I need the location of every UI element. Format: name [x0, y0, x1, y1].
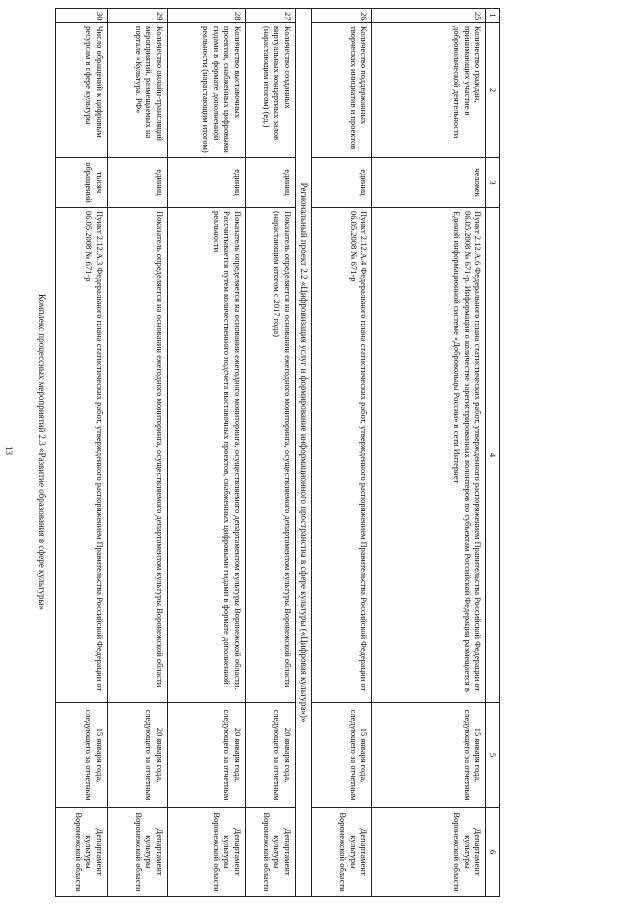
- table-row: [246, 9, 296, 897]
- unit: человек: [372, 158, 486, 208]
- section-row: [296, 9, 312, 897]
- header-col-5: 5: [486, 703, 500, 808]
- row-number: 30: [56, 9, 108, 23]
- deadline: 15 января года, следующего за отчетным: [312, 703, 372, 808]
- row-number: 25: [372, 9, 486, 23]
- table-row: [312, 9, 372, 897]
- indicator-name: Количество выставочных проектов, снабженных цифровыми гидами в формате дополненной реальности (нарастающим итогом): [168, 23, 246, 158]
- table-header-row: [486, 9, 500, 897]
- unit: единиц: [246, 158, 296, 208]
- table-row: [108, 9, 168, 897]
- unit: тысяч обращений: [56, 158, 108, 208]
- table-row: [372, 9, 486, 897]
- header-col-6: 6: [486, 808, 500, 897]
- header-col-2: 2: [486, 23, 500, 158]
- row-number: 29: [108, 9, 168, 23]
- header-col-1: 1: [486, 9, 500, 23]
- responsible: Департамент культуры Воронежской области: [108, 808, 168, 897]
- rotated-page-content: [37, 8, 500, 896]
- table-row: [168, 9, 246, 897]
- header-col-4: 4: [486, 208, 500, 703]
- indicators-table: [55, 8, 500, 897]
- indicator-name: Число обращений к цифровым ресурсам в сфере культуры: [56, 23, 108, 158]
- responsible: Департамент культуры Воронежской области: [56, 808, 108, 897]
- calculation-method: Пункт 2.12.А.6 Федерального плана статистических работ, утвержденного распоряжением Правительства Российской Федерации от 06.05.2008 № 671-р. Информация о количестве зарегистрированных волонтеров по субъектам Российской Федерации размещается в Единой информационной системе «Добровольцы России» в сети Интернет: [372, 208, 486, 703]
- deadline: 15 января года, следующего за отчетным: [56, 703, 108, 808]
- calculation-method: Показатель определяется на основании ежегодного мониторинга, осуществляемого департаментом культуры Воронежской области. Рассчитывается путем количественного подсчета выставочных проектов, снабженных цифровыми гидами в формате дополненной реальности: [168, 208, 246, 703]
- calculation-method: Показатель определяется на основании ежегодного мониторинга, осуществляемого департаментом культуры Воронежской области: [108, 208, 168, 703]
- responsible: Департамент культуры Воронежской области: [372, 808, 486, 897]
- unit: единиц: [168, 158, 246, 208]
- responsible: Департамент культуры Воронежской области: [312, 808, 372, 897]
- calculation-method: Пункт 2.12.А.4 Федерального плана статистических работ, утвержденного распоряжением Правительства Российской Федерации от 06.05.2008 № 671-р: [312, 208, 372, 703]
- calculation-method: Показатель определяется на основании ежегодного мониторинга, осуществляемого департаментом культуры Воронежской области (нарастающим итогом с 2017 года): [246, 208, 296, 703]
- deadline: 20 января года, следующего за отчетным: [108, 703, 168, 808]
- row-number: 28: [168, 9, 246, 23]
- row-number: 26: [312, 9, 372, 23]
- responsible: Департамент культуры Воронежской области: [246, 808, 296, 897]
- section-title: Региональный проект 2.2 «Цифровизация услуг и формирование информационного пространства в сфере культуры («Цифровая культура»)»: [296, 9, 312, 897]
- deadline: 20 января года, следующего за отчетным: [168, 703, 246, 808]
- next-section-title: Комплекс процессных мероприятий 2.3 «Развитие образования в сфере культуры»: [37, 294, 48, 610]
- calculation-method: Пункт 2.12.А.3 Федерального плана статистических работ, утвержденного распоряжением Правительства Российской Федерации от 06.05.2008 № 671-р: [56, 208, 108, 703]
- indicator-name: Количество онлайн-трансляций мероприятий, размещаемых на портале «Культура. РФ»: [108, 23, 168, 158]
- deadline: 15 января года, следующего за отчетным: [372, 703, 486, 808]
- header-col-3: 3: [486, 158, 500, 208]
- page-number: 13: [4, 446, 14, 455]
- row-number: 27: [246, 9, 296, 23]
- indicator-name: Количество созданных виртуальных концертных залов (нарастающим итогом) (ед.): [246, 23, 296, 158]
- responsible: Департамент культуры Воронежской области: [168, 808, 246, 897]
- table-row: [56, 9, 108, 897]
- unit: единиц: [312, 158, 372, 208]
- indicator-name: Количество граждан, принимающих участие в добровольческой деятельности: [372, 23, 486, 158]
- deadline: 20 января года, следующего за отчетным: [246, 703, 296, 808]
- indicator-name: Количество поддержанных творческих инициатив и проектов: [312, 23, 372, 158]
- unit: единиц: [108, 158, 168, 208]
